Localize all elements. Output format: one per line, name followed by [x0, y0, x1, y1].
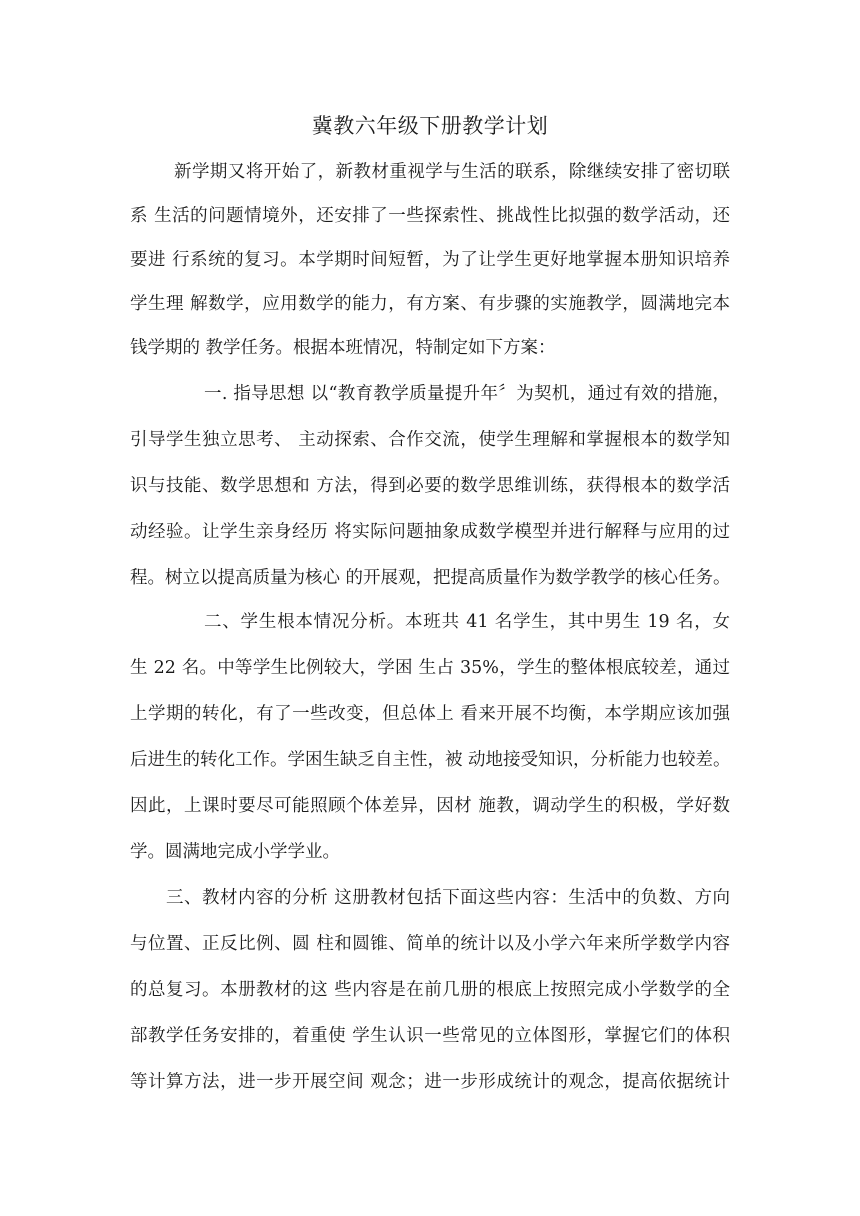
paragraph-line: 钱学期的 教学任务。根据本班情况，特制定如下方案：	[130, 338, 556, 358]
paragraph-line: 等计算方法，进一步开展空间 观念；进一步形成统计的观念，提高依据统计	[130, 1072, 730, 1092]
paragraph-line: 部教学任务安排的，着重使 学生认识一些常见的立体图形，掌握它们的体积	[130, 1026, 730, 1046]
paragraph-line: 三、教材内容的分析 这册教材包括下面这些内容：生活中的负数、方向	[166, 888, 730, 908]
paragraph-line: 上学期的转化，有了一些改变，但总体上 看来开展不均衡，本学期应该加强	[130, 704, 730, 724]
paragraph-line: 学。圆满地完成小学学业。	[130, 842, 340, 862]
paragraph-line: 后进生的转化工作。学困生缺乏自主性，被 动地接受知识，分析能力也较差。	[130, 750, 731, 770]
paragraph-line: 一. 指导思想 以“教育教学质量提升年〞为契机，通过有效的措施，	[204, 384, 730, 404]
paragraph-line: 动经验。让学生亲身经历 将实际问题抽象成数学模型并进行解释与应用的过	[130, 522, 730, 542]
paragraph-line: 要进 行系统的复习。本学期时间短暂，为了让学生更好地掌握本册知识培养	[130, 250, 730, 270]
paragraph-line: 程。树立以提高质量为核心 的开展观，把提高质量作为数学教学的核心任务。	[130, 568, 731, 588]
paragraph-line: 生 22 名。中等学生比例较大，学困 生占 35%，学生的整体根底较差，通过	[130, 658, 730, 678]
document-title: 冀教六年级下册教学计划	[311, 114, 549, 138]
paragraph-line: 系 生活的问题情境外，还安排了一些探索性、挑战性比拟强的数学活动，还	[130, 206, 730, 226]
paragraph-line: 引导学生独立思考、 主动探索、合作交流，使学生理解和掌握根本的数学知	[130, 430, 730, 450]
paragraph-line: 学生理 解数学，应用数学的能力，有方案、有步骤的实施教学，圆满地完本	[130, 294, 730, 314]
paragraph-line: 识与技能、数学思想和 方法，得到必要的数学思维训练，获得根本的数学活	[130, 476, 730, 496]
paragraph-line: 二、学生根本情况分析。本班共 41 名学生，其中男生 19 名，女	[204, 612, 730, 632]
paragraph-line: 与位置、正反比例、圆 柱和圆锥、简单的统计以及小学六年来所学数学内容	[130, 934, 730, 954]
paragraph-line: 新学期又将开始了，新教材重视学与生活的联系，除继续安排了密切联	[174, 162, 730, 182]
paragraph-line: 的总复习。本册教材的这 些内容是在前几册的根底上按照完成小学数学的全	[130, 980, 730, 1000]
paragraph-line: 因此，上课时要尽可能照顾个体差异，因材 施教，调动学生的积极，学好数	[130, 796, 730, 816]
